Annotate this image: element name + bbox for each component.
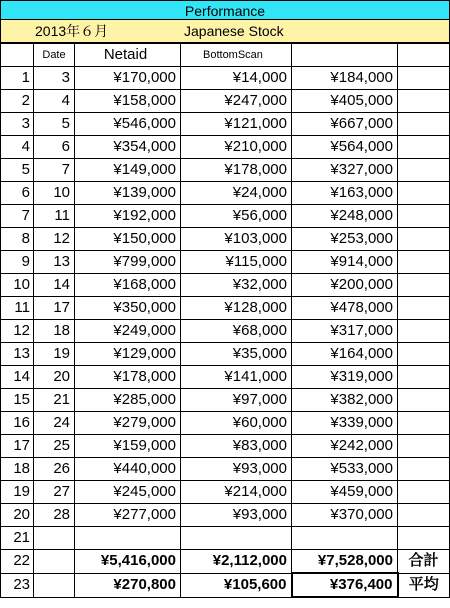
netaid-cell[interactable]: ¥159,000 xyxy=(75,435,181,458)
total-cell[interactable]: ¥164,000 xyxy=(292,343,398,366)
title-banner: Performance xyxy=(0,0,450,20)
netaid-cell[interactable]: ¥178,000 xyxy=(75,366,181,389)
header-row xyxy=(1,44,450,67)
blank-cell[interactable] xyxy=(398,389,450,412)
row-number: 14 xyxy=(1,366,34,389)
blank-cell[interactable] xyxy=(398,113,450,136)
total-cell[interactable]: ¥242,000 xyxy=(292,435,398,458)
blank-cell[interactable] xyxy=(398,366,450,389)
date-cell[interactable]: 17 xyxy=(34,297,75,320)
bottomscan-sum[interactable]: ¥2,112,000 xyxy=(181,550,292,574)
netaid-cell[interactable]: ¥799,000 xyxy=(75,251,181,274)
table-row xyxy=(1,527,450,550)
netaid-cell[interactable]: ¥249,000 xyxy=(75,320,181,343)
total-cell[interactable]: ¥667,000 xyxy=(292,113,398,136)
table-row xyxy=(1,251,450,274)
bottomscan-cell[interactable]: ¥60,000 xyxy=(181,412,292,435)
netaid-cell[interactable]: ¥245,000 xyxy=(75,481,181,504)
total-cell[interactable]: ¥327,000 xyxy=(292,159,398,182)
netaid-cell[interactable]: ¥170,000 xyxy=(75,67,181,90)
row-number: 23 xyxy=(1,573,34,597)
header-bottomscan[interactable]: BottomScan xyxy=(181,44,292,67)
table-row xyxy=(1,320,450,343)
bottomscan-cell[interactable]: ¥83,000 xyxy=(181,435,292,458)
bottomscan-avg[interactable]: ¥105,600 xyxy=(181,573,292,597)
total-cell[interactable]: ¥248,000 xyxy=(292,205,398,228)
row-number: 18 xyxy=(1,458,34,481)
netaid-cell[interactable]: ¥192,000 xyxy=(75,205,181,228)
blank-cell[interactable] xyxy=(398,458,450,481)
table-row xyxy=(1,458,450,481)
bottomscan-cell[interactable] xyxy=(181,527,292,550)
date-cell[interactable]: 11 xyxy=(34,205,75,228)
row-number: 13 xyxy=(1,343,34,366)
date-cell[interactable]: 25 xyxy=(34,435,75,458)
netaid-cell[interactable]: ¥129,000 xyxy=(75,343,181,366)
date-cell[interactable]: 24 xyxy=(34,412,75,435)
date-cell[interactable]: 18 xyxy=(34,320,75,343)
netaid-cell[interactable]: ¥354,000 xyxy=(75,136,181,159)
table-row xyxy=(1,205,450,228)
date-cell[interactable]: 6 xyxy=(34,136,75,159)
blank-cell[interactable] xyxy=(398,527,450,550)
blank-cell[interactable] xyxy=(398,205,450,228)
bottomscan-cell[interactable]: ¥103,000 xyxy=(181,228,292,251)
row-number: 8 xyxy=(1,228,34,251)
bottomscan-cell[interactable]: ¥68,000 xyxy=(181,320,292,343)
total-sum[interactable]: ¥7,528,000 xyxy=(292,550,398,574)
date-cell[interactable]: 13 xyxy=(34,251,75,274)
date-cell[interactable]: 26 xyxy=(34,458,75,481)
total-cell[interactable]: ¥564,000 xyxy=(292,136,398,159)
row-number: 19 xyxy=(1,481,34,504)
netaid-cell[interactable]: ¥285,000 xyxy=(75,389,181,412)
row-number: 11 xyxy=(1,297,34,320)
bottomscan-cell[interactable]: ¥56,000 xyxy=(181,205,292,228)
total-cell[interactable]: ¥382,000 xyxy=(292,389,398,412)
table-row xyxy=(1,389,450,412)
sum-row xyxy=(1,550,450,574)
blank-cell[interactable] xyxy=(398,297,450,320)
bottomscan-cell[interactable]: ¥247,000 xyxy=(181,90,292,113)
date-cell[interactable]: 28 xyxy=(34,504,75,527)
blank-cell[interactable] xyxy=(398,159,450,182)
market-label: Japanese Stock xyxy=(184,23,284,39)
date-cell[interactable]: 19 xyxy=(34,343,75,366)
avg-label: 平均 xyxy=(398,573,450,597)
total-cell[interactable]: ¥478,000 xyxy=(292,297,398,320)
performance-table xyxy=(0,43,450,598)
total-cell[interactable]: ¥370,000 xyxy=(292,504,398,527)
date-cell[interactable]: 7 xyxy=(34,159,75,182)
blank-cell[interactable] xyxy=(398,90,450,113)
row-number: 12 xyxy=(1,320,34,343)
blank-cell[interactable] xyxy=(398,435,450,458)
blank-cell[interactable] xyxy=(398,412,450,435)
row-number: 17 xyxy=(1,435,34,458)
row-number: 10 xyxy=(1,274,34,297)
bottomscan-cell[interactable]: ¥210,000 xyxy=(181,136,292,159)
netaid-cell[interactable]: ¥168,000 xyxy=(75,274,181,297)
date-cell[interactable]: 5 xyxy=(34,113,75,136)
date-cell[interactable] xyxy=(34,550,75,574)
date-cell[interactable] xyxy=(34,573,75,597)
header-label[interactable] xyxy=(398,44,450,67)
header-date[interactable]: Date xyxy=(34,44,75,67)
table-row xyxy=(1,113,450,136)
table-row xyxy=(1,366,450,389)
bottomscan-cell[interactable]: ¥35,000 xyxy=(181,343,292,366)
table-row xyxy=(1,67,450,90)
row-number: 5 xyxy=(1,159,34,182)
blank-cell[interactable] xyxy=(398,274,450,297)
bottomscan-cell[interactable]: ¥141,000 xyxy=(181,366,292,389)
blank-cell[interactable] xyxy=(398,343,450,366)
total-cell[interactable]: ¥253,000 xyxy=(292,228,398,251)
netaid-cell[interactable]: ¥440,000 xyxy=(75,458,181,481)
row-number: 1 xyxy=(1,67,34,90)
bottomscan-cell[interactable]: ¥14,000 xyxy=(181,67,292,90)
bottomscan-cell[interactable]: ¥128,000 xyxy=(181,297,292,320)
bottomscan-cell[interactable]: ¥115,000 xyxy=(181,251,292,274)
row-number: 20 xyxy=(1,504,34,527)
netaid-cell[interactable]: ¥279,000 xyxy=(75,412,181,435)
date-cell[interactable]: 14 xyxy=(34,274,75,297)
row-number: 21 xyxy=(1,527,34,550)
table-row xyxy=(1,504,450,527)
total-cell[interactable]: ¥533,000 xyxy=(292,458,398,481)
row-number: 7 xyxy=(1,205,34,228)
average-row xyxy=(1,573,450,597)
total-cell[interactable]: ¥184,000 xyxy=(292,67,398,90)
header-total[interactable] xyxy=(292,44,398,67)
table-row xyxy=(1,90,450,113)
table-row xyxy=(1,159,450,182)
bottomscan-cell[interactable]: ¥178,000 xyxy=(181,159,292,182)
total-avg[interactable]: ¥376,400 xyxy=(292,573,398,597)
row-number: 15 xyxy=(1,389,34,412)
row-number: 3 xyxy=(1,113,34,136)
table-row xyxy=(1,136,450,159)
date-cell[interactable]: 20 xyxy=(34,366,75,389)
blank-cell[interactable] xyxy=(398,182,450,205)
row-number: 2 xyxy=(1,90,34,113)
netaid-cell[interactable]: ¥149,000 xyxy=(75,159,181,182)
table-row xyxy=(1,182,450,205)
bottomscan-cell[interactable]: ¥93,000 xyxy=(181,458,292,481)
netaid-sum[interactable]: ¥5,416,000 xyxy=(75,550,181,574)
netaid-cell[interactable]: ¥277,000 xyxy=(75,504,181,527)
table-row xyxy=(1,274,450,297)
date-cell[interactable] xyxy=(34,527,75,550)
total-cell[interactable]: ¥339,000 xyxy=(292,412,398,435)
blank-cell[interactable] xyxy=(398,251,450,274)
date-cell[interactable]: 10 xyxy=(34,182,75,205)
header-cell-index[interactable] xyxy=(1,44,34,67)
netaid-cell[interactable]: ¥158,000 xyxy=(75,90,181,113)
blank-cell[interactable] xyxy=(398,504,450,527)
row-number: 16 xyxy=(1,412,34,435)
date-cell[interactable]: 21 xyxy=(34,389,75,412)
row-number: 9 xyxy=(1,251,34,274)
blank-cell[interactable] xyxy=(398,481,450,504)
total-cell[interactable]: ¥459,000 xyxy=(292,481,398,504)
table-row xyxy=(1,412,450,435)
blank-cell[interactable] xyxy=(398,228,450,251)
row-number: 4 xyxy=(1,136,34,159)
bottomscan-cell[interactable]: ¥214,000 xyxy=(181,481,292,504)
total-cell[interactable]: ¥319,000 xyxy=(292,366,398,389)
date-cell[interactable]: 4 xyxy=(34,90,75,113)
row-number: 6 xyxy=(1,182,34,205)
row-number: 22 xyxy=(1,550,34,574)
total-cell[interactable]: ¥163,000 xyxy=(292,182,398,205)
table-row xyxy=(1,343,450,366)
total-cell[interactable]: ¥405,000 xyxy=(292,90,398,113)
bottomscan-cell[interactable]: ¥24,000 xyxy=(181,182,292,205)
netaid-cell[interactable]: ¥350,000 xyxy=(75,297,181,320)
table-row xyxy=(1,297,450,320)
total-cell[interactable]: ¥914,000 xyxy=(292,251,398,274)
netaid-cell[interactable]: ¥139,000 xyxy=(75,182,181,205)
table-row xyxy=(1,228,450,251)
date-cell[interactable]: 27 xyxy=(34,481,75,504)
blank-cell[interactable] xyxy=(398,136,450,159)
header-netaid[interactable]: Netaid xyxy=(75,44,181,67)
total-cell[interactable]: ¥200,000 xyxy=(292,274,398,297)
date-cell[interactable]: 3 xyxy=(34,67,75,90)
total-cell[interactable] xyxy=(292,527,398,550)
bottomscan-cell[interactable]: ¥121,000 xyxy=(181,113,292,136)
blank-cell[interactable] xyxy=(398,67,450,90)
subheader-row xyxy=(0,20,450,43)
bottomscan-cell[interactable]: ¥93,000 xyxy=(181,504,292,527)
table-row xyxy=(1,435,450,458)
date-cell[interactable]: 12 xyxy=(34,228,75,251)
netaid-cell[interactable] xyxy=(75,527,181,550)
month-label: 2013年６月 xyxy=(35,23,109,39)
sum-label: 合計 xyxy=(398,550,450,574)
bottomscan-cell[interactable]: ¥32,000 xyxy=(181,274,292,297)
netaid-avg[interactable]: ¥270,800 xyxy=(75,573,181,597)
total-cell[interactable]: ¥317,000 xyxy=(292,320,398,343)
netaid-cell[interactable]: ¥546,000 xyxy=(75,113,181,136)
bottomscan-cell[interactable]: ¥97,000 xyxy=(181,389,292,412)
table-row xyxy=(1,481,450,504)
blank-cell[interactable] xyxy=(398,320,450,343)
netaid-cell[interactable]: ¥150,000 xyxy=(75,228,181,251)
